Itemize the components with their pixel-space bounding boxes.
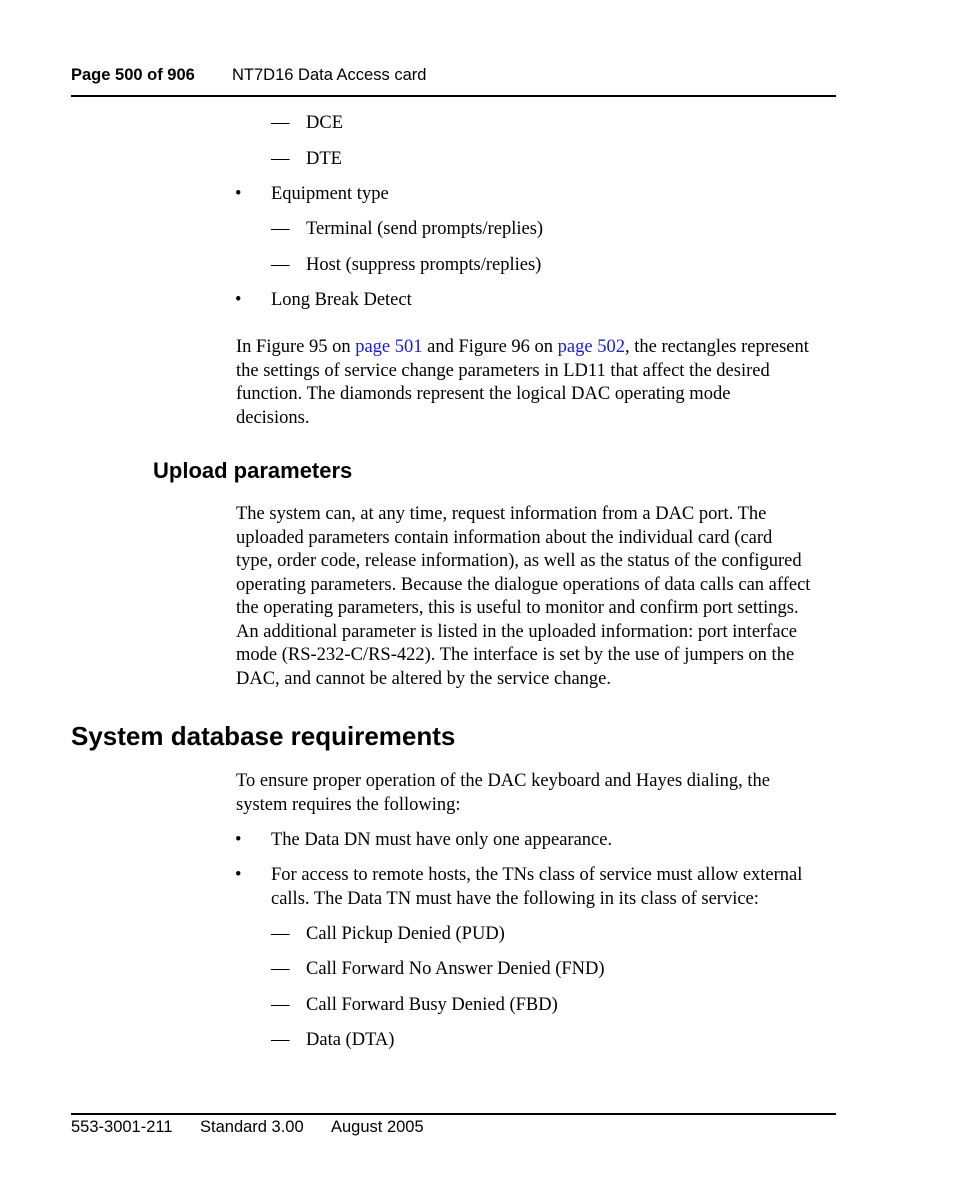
list-item-dta: Data (DTA) <box>306 1030 395 1050</box>
paragraph-line: system requires the following: <box>236 794 461 815</box>
paragraph-line: type, order code, release information), as well as the status of the configured <box>236 551 802 571</box>
list-item-data-dn: The Data DN must have only one appearance. <box>271 830 613 850</box>
document-title: NT7D16 Data Access card <box>232 66 427 84</box>
list-item-dte: DTE <box>306 149 342 169</box>
list-item-long-break-detect: Long Break Detect <box>271 290 412 310</box>
list-item-remote-hosts: For access to remote hosts, the TNs class of service must allow external <box>271 865 803 885</box>
footer-standard: Standard 3.00 <box>200 1118 304 1136</box>
paragraph-line <box>236 336 836 360</box>
dash-marker: — <box>271 219 290 239</box>
bullet-marker: • <box>235 865 242 885</box>
footer-rule <box>71 1113 836 1115</box>
footer-doc-number: 553-3001-211 <box>71 1118 173 1136</box>
paragraph-line: function. The diamonds represent the logical DAC operating mode <box>236 384 731 404</box>
list-item-terminal: Terminal (send prompts/replies) <box>306 219 544 239</box>
section-heading-system-database: System database requirements <box>71 721 456 751</box>
page-502-link[interactable]: page 502 <box>557 337 625 357</box>
dash-marker: — <box>271 255 290 275</box>
paragraph-line: To ensure proper operation of the DAC keyboard and Hayes dialing, the <box>236 771 771 791</box>
section-heading-upload-parameters: Upload parameters <box>153 458 353 483</box>
paragraph-line: mode (RS-232-C/RS-422). The interface is set by the use of jumpers on the <box>236 645 795 665</box>
dash-marker: — <box>271 995 290 1015</box>
list-item-remote-hosts-cont: calls. The Data TN must have the following in its class of service: <box>271 889 759 909</box>
sysdb-intro-paragraph <box>236 770 836 817</box>
list-item-pud: Call Pickup Denied (PUD) <box>306 924 505 944</box>
list-item-host: Host (suppress prompts/replies) <box>306 255 542 275</box>
bullet-marker: • <box>235 830 242 850</box>
figure-paragraph <box>236 336 836 430</box>
page-501-link[interactable]: page 501 <box>355 337 423 357</box>
paragraph-line: An additional parameter is listed in the uploaded information: port interface <box>236 621 797 642</box>
list-item-fnd: Call Forward No Answer Denied (FND) <box>306 959 605 979</box>
page-number: Page 500 of 906 <box>71 66 195 84</box>
paragraph-line: the operating parameters, this is useful to monitor and confirm port settings. <box>236 598 799 618</box>
upload-paragraph <box>236 503 836 691</box>
list-item-dce: DCE <box>306 113 343 133</box>
dash-marker: — <box>271 113 290 133</box>
paragraph-line: uploaded parameters contain information about the individual card (card <box>236 527 773 548</box>
paragraph-line: The system can, at any time, request information from a DAC port. The <box>236 504 767 524</box>
text-run: , the rectangles represent <box>624 337 809 357</box>
paragraph-line: decisions. <box>236 407 310 428</box>
footer-date: August 2005 <box>331 1118 424 1136</box>
header-rule <box>71 95 836 97</box>
list-item-equipment-type: Equipment type <box>271 184 389 204</box>
bullet-marker: • <box>235 184 242 204</box>
dash-marker: — <box>271 149 290 169</box>
dash-marker: — <box>271 959 290 979</box>
bullet-marker: • <box>235 290 242 310</box>
dash-marker: — <box>271 1030 290 1050</box>
list-item-fbd: Call Forward Busy Denied (FBD) <box>306 995 558 1015</box>
dash-marker: — <box>271 924 290 944</box>
paragraph-line: DAC, and cannot be altered by the service change. <box>236 668 611 689</box>
paragraph-line: operating parameters. Because the dialogue operations of data calls can affect <box>236 574 811 595</box>
text-run: and Figure 96 on <box>422 337 558 357</box>
paragraph-line: the settings of service change parameters in LD11 that affect the desired <box>236 360 770 381</box>
text-run: In Figure 95 on <box>236 337 356 357</box>
